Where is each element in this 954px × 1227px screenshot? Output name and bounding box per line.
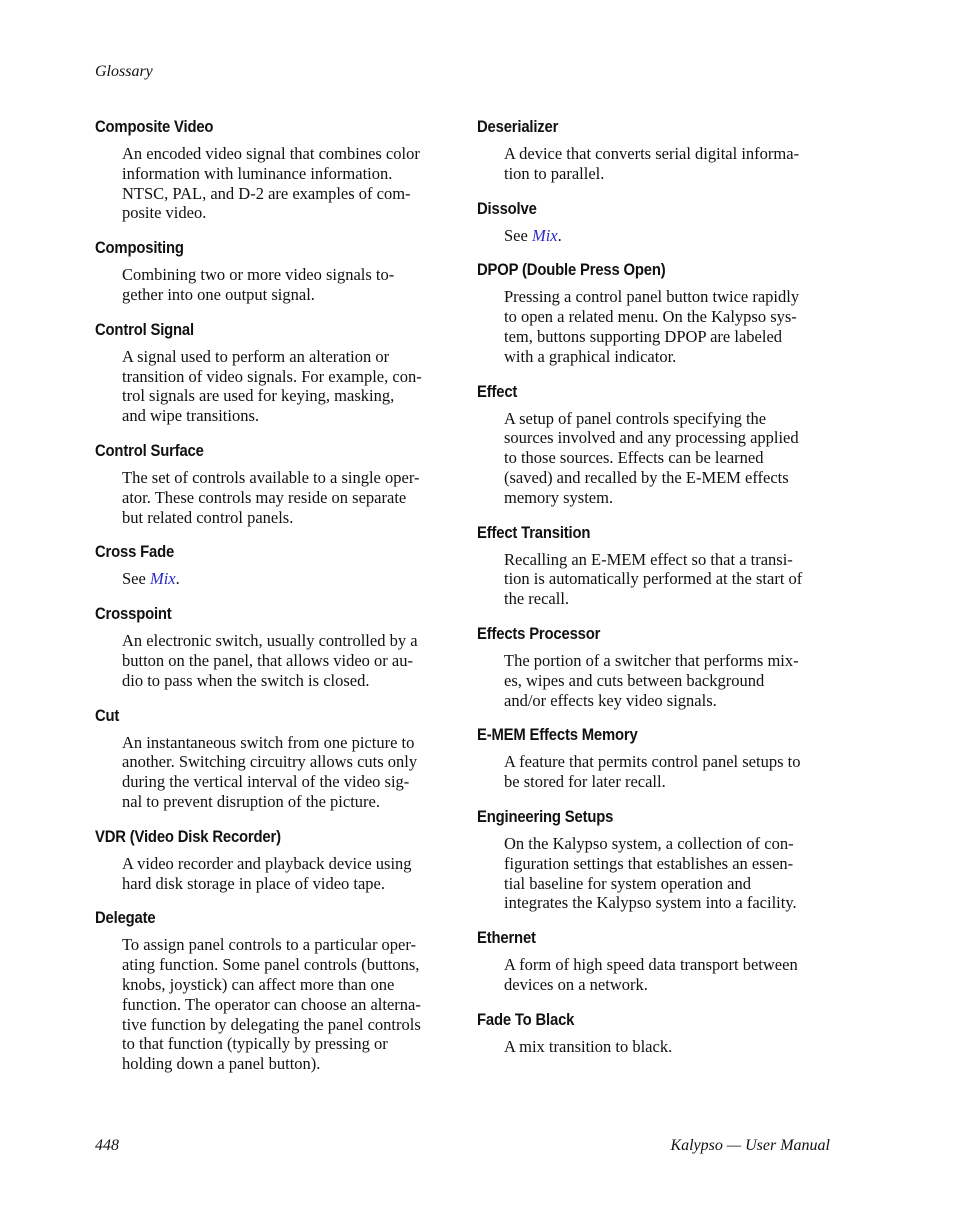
definition-line: be stored for later recall. <box>504 772 666 792</box>
definition-line: nal to prevent disruption of the picture. <box>122 791 380 811</box>
definition-line: and/or effects key video signals. <box>504 690 717 710</box>
glossary-entry <box>477 116 833 184</box>
glossary-definition <box>504 752 830 792</box>
cross-reference-link-mix[interactable]: Mix <box>531 225 558 245</box>
glossary-entry <box>477 806 833 913</box>
see-prefix: See <box>504 225 532 245</box>
glossary-entry <box>95 440 451 527</box>
glossary-definition <box>504 409 830 508</box>
glossary-definition <box>504 834 830 913</box>
glossary-definition <box>122 631 448 690</box>
glossary-term: Ethernet <box>477 929 536 948</box>
definition-line: Pressing a control panel button twice rapidly <box>504 287 800 307</box>
definition-line: but related control panels. <box>122 507 294 527</box>
see-prefix: See <box>122 569 150 589</box>
glossary-column-right <box>477 116 833 1057</box>
definition-line: dio to pass when the switch is closed. <box>122 670 370 690</box>
definition-line: An encoded video signal that combines color <box>122 144 420 163</box>
definition-line: es, wipes and cuts between background <box>504 670 765 690</box>
definition-line: tial baseline for system operation and <box>504 873 751 893</box>
glossary-term: Effects Processor <box>477 624 601 643</box>
definition-line: NTSC, PAL, and D-2 are examples of com- <box>122 183 411 203</box>
definition-line: A mix transition to black. <box>504 1036 673 1056</box>
glossary-definition <box>504 226 830 246</box>
definition-line: holding down a panel button). <box>122 1054 321 1074</box>
glossary-entry <box>95 826 451 894</box>
definition-line: to those sources. Effects can be learned <box>504 448 764 468</box>
glossary-entry <box>95 603 451 690</box>
definition-line: ating function. Some panel controls (buttons, <box>122 955 420 975</box>
glossary-column-left <box>95 116 451 1074</box>
definition-line: integrates the Kalypso system into a facility. <box>504 893 797 913</box>
glossary-definition <box>122 144 448 223</box>
definition-line: devices on a network. <box>504 974 648 994</box>
glossary-definition <box>122 468 448 527</box>
glossary-entry <box>477 623 833 710</box>
definition-line: to open a related menu. On the Kalypso sys- <box>504 307 797 327</box>
cross-reference-link-mix[interactable]: Mix <box>149 569 176 589</box>
definition-line: and wipe transitions. <box>122 406 260 426</box>
glossary-entry <box>95 237 451 305</box>
glossary-term: Cross Fade <box>95 543 175 562</box>
glossary-definition <box>504 144 830 184</box>
manual-title: Kalypso — User Manual <box>670 1137 830 1154</box>
glossary-definition <box>504 550 830 609</box>
glossary-term: Fade To Black <box>477 1010 575 1029</box>
glossary-definition <box>504 287 830 366</box>
glossary-term: Dissolve <box>477 199 537 218</box>
definition-line: gether into one output signal. <box>122 284 315 304</box>
glossary-entry <box>95 541 451 589</box>
glossary-entry <box>95 907 451 1074</box>
glossary-definition <box>504 651 830 710</box>
glossary-entry <box>477 198 833 246</box>
glossary-term: Deserializer <box>477 118 559 136</box>
page-number: 448 <box>95 1137 119 1154</box>
glossary-entry <box>95 116 451 223</box>
definition-line: with a graphical indicator. <box>504 346 677 366</box>
definition-line: The portion of a switcher that performs mix- <box>504 650 799 670</box>
glossary-entry <box>95 319 451 426</box>
see-suffix: . <box>175 569 180 589</box>
running-head: Glossary <box>95 63 153 80</box>
definition-line: knobs, joystick) can affect more than one <box>122 974 395 994</box>
definition-line: trol signals are used for keying, masking, <box>122 386 395 406</box>
definition-line: during the vertical interval of the video sig- <box>122 772 410 792</box>
definition-line: A video recorder and playback device using <box>122 853 412 873</box>
glossary-entry <box>477 724 833 792</box>
definition-line: button on the panel, that allows video or au- <box>122 650 413 670</box>
definition-line: An electronic switch, usually controlled by a <box>122 631 418 651</box>
definition-line: information with luminance information. <box>122 163 393 183</box>
definition-line: A feature that permits control panel setups to <box>504 752 801 772</box>
definition-line: To assign panel controls to a particular oper- <box>122 935 417 955</box>
definition-line: ator. These controls may reside on separate <box>122 487 407 507</box>
definition-line: Combining two or more video signals to- <box>122 265 395 285</box>
definition-line: sources involved and any processing applied <box>504 428 799 448</box>
glossary-term: Compositing <box>95 239 184 258</box>
glossary-definition <box>122 569 448 589</box>
definition-line: An instantaneous switch from one picture to <box>122 732 415 752</box>
definition-line: On the Kalypso system, a collection of con- <box>504 833 794 853</box>
glossary-definition <box>122 854 448 894</box>
definition-line <box>122 569 448 589</box>
glossary-entry <box>95 705 451 812</box>
definition-line: tem, buttons supporting DPOP are labeled <box>504 326 783 346</box>
definition-line: tion to parallel. <box>504 163 605 183</box>
definition-line: memory system. <box>504 487 614 507</box>
glossary-term: Composite Video <box>95 118 214 136</box>
definition-line: to that function (typically by pressing or <box>122 1034 388 1054</box>
definition-line: A device that converts serial digital informa- <box>504 144 800 163</box>
glossary-term: Crosspoint <box>95 605 172 624</box>
definition-line: tion is automatically performed at the start of <box>504 569 803 589</box>
glossary-definition <box>122 935 448 1074</box>
glossary-entry <box>477 259 833 366</box>
glossary-definition <box>504 955 830 995</box>
definition-line: figuration settings that establishes an essen- <box>504 853 794 873</box>
glossary-term: Effect <box>477 382 518 401</box>
glossary-term: Control Surface <box>95 441 204 460</box>
glossary-term: E-MEM Effects Memory <box>477 726 638 745</box>
definition-line: the recall. <box>504 589 570 609</box>
definition-line: hard disk storage in place of video tape. <box>122 873 385 893</box>
glossary-term: Control Signal <box>95 320 194 339</box>
glossary-entry <box>477 381 833 508</box>
definition-line: A signal used to perform an alteration or <box>122 346 390 366</box>
glossary-entry <box>477 1009 833 1057</box>
glossary-definition <box>122 347 448 426</box>
glossary-entry <box>477 927 833 995</box>
definition-line: The set of controls available to a single oper- <box>122 467 420 487</box>
glossary-term: Cut <box>95 706 120 725</box>
glossary-term: Effect Transition <box>477 523 591 542</box>
definition-line <box>504 226 830 246</box>
definition-line: A form of high speed data transport between <box>504 955 798 975</box>
glossary-term: Delegate <box>95 909 156 928</box>
glossary-term: DPOP (Double Press Open) <box>477 261 666 280</box>
see-suffix: . <box>557 225 562 245</box>
definition-line: tive function by delegating the panel controls <box>122 1014 421 1034</box>
glossary-definition <box>504 1037 830 1057</box>
glossary-entry <box>477 522 833 609</box>
definition-line: (saved) and recalled by the E-MEM effects <box>504 467 789 487</box>
definition-line: transition of video signals. For example, con- <box>122 366 422 386</box>
definition-line: function. The operator can choose an alterna- <box>122 994 421 1014</box>
definition-line: another. Switching circuitry allows cuts only <box>122 752 418 772</box>
glossary-term: VDR (Video Disk Recorder) <box>95 827 281 846</box>
glossary-term: Engineering Setups <box>477 807 614 826</box>
definition-line: posite video. <box>122 203 207 223</box>
definition-line: A setup of panel controls specifying the <box>504 408 767 428</box>
glossary-definition <box>122 733 448 812</box>
glossary-definition <box>122 265 448 305</box>
definition-line: Recalling an E-MEM effect so that a transi- <box>504 549 793 569</box>
